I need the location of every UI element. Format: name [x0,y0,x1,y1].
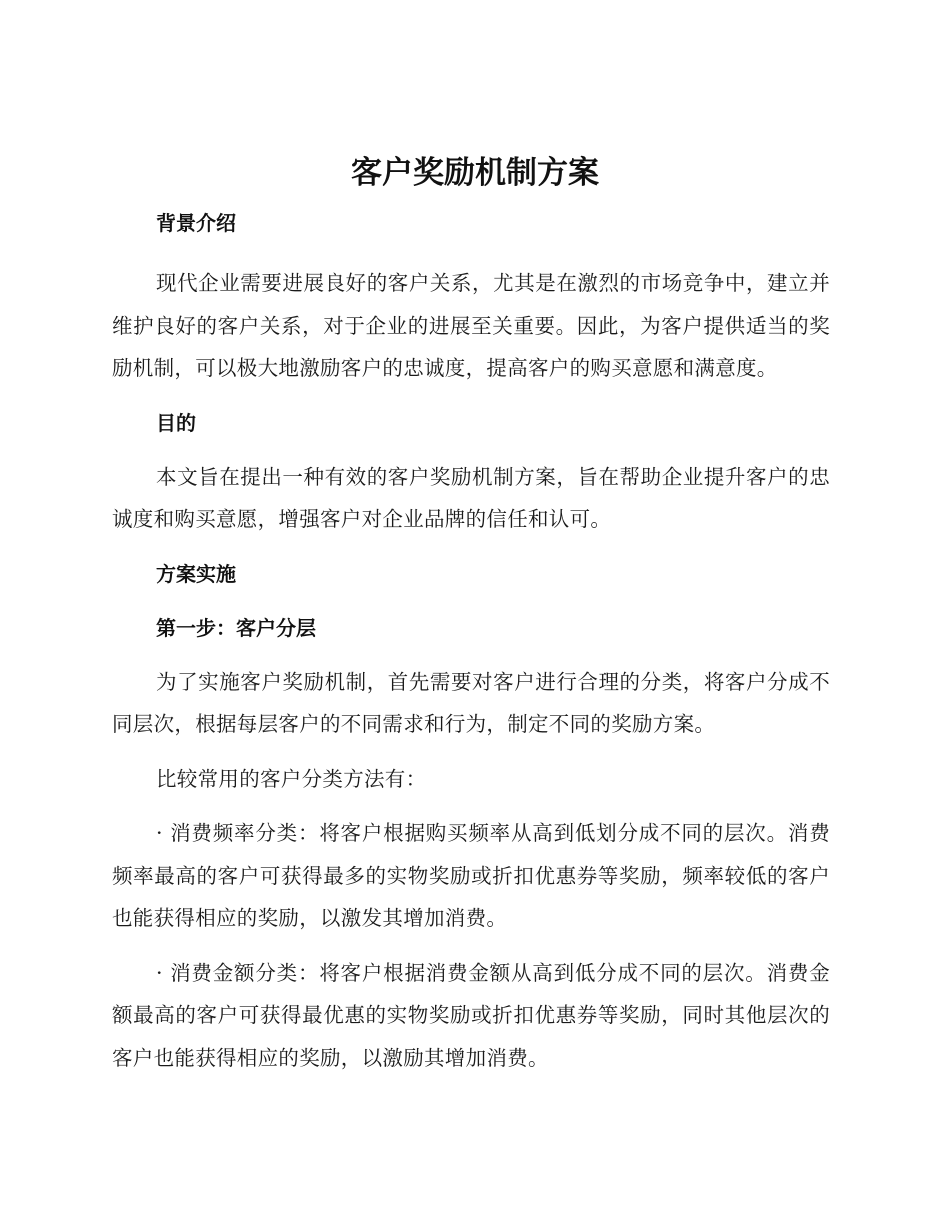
section-heading-step1: 第一步：客户分层 [156,615,316,640]
paragraph-methods-intro: 比较常用的客户分类方法有： [156,766,427,791]
paragraph-background: 现代企业需要进展良好的客户关系，尤其是在激烈的市场竞争中，建立并维护良好的客户关系，对于企业的进展至关重要。因此，为客户提供适当的奖励机制，可以极大地激励客户的忠诚度，提高客户的购买意愿和满意度。 [112,271,830,380]
page-title: 客户奖励机制方案 [351,155,599,191]
list-item-frequency: · 消费频率分类：将客户根据购买频率从高到低划分成不同的层次。消费频率最高的客户可获得最多的实物奖励或折扣优惠券等奖励，频率较低的客户也能获得相应的奖励，以激发其增加消费。 [112,821,830,930]
section-heading-background: 背景介绍 [156,211,236,235]
section-heading-purpose: 目的 [156,410,196,435]
paragraph-step1: 为了实施客户奖励机制，首先需要对客户进行合理的分类，将客户分成不同层次，根据每层客户的不同需求和行为，制定不同的奖励方案。 [112,669,830,736]
document-body [112,202,830,1079]
list-item-amount: · 消费金额分类：将客户根据消费金额从高到低分成不同的层次。消费金额最高的客户可获得最优惠的实物奖励或折扣优惠券等奖励，同时其他层次的客户也能获得相应的奖励，以激励其增加消费。 [112,960,830,1070]
paragraph-purpose: 本文旨在提出一种有效的客户奖励机制方案，旨在帮助企业提升客户的忠诚度和购买意愿，增强客户对企业品牌的信任和认可。 [112,464,830,531]
section-heading-implementation: 方案实施 [156,561,236,586]
